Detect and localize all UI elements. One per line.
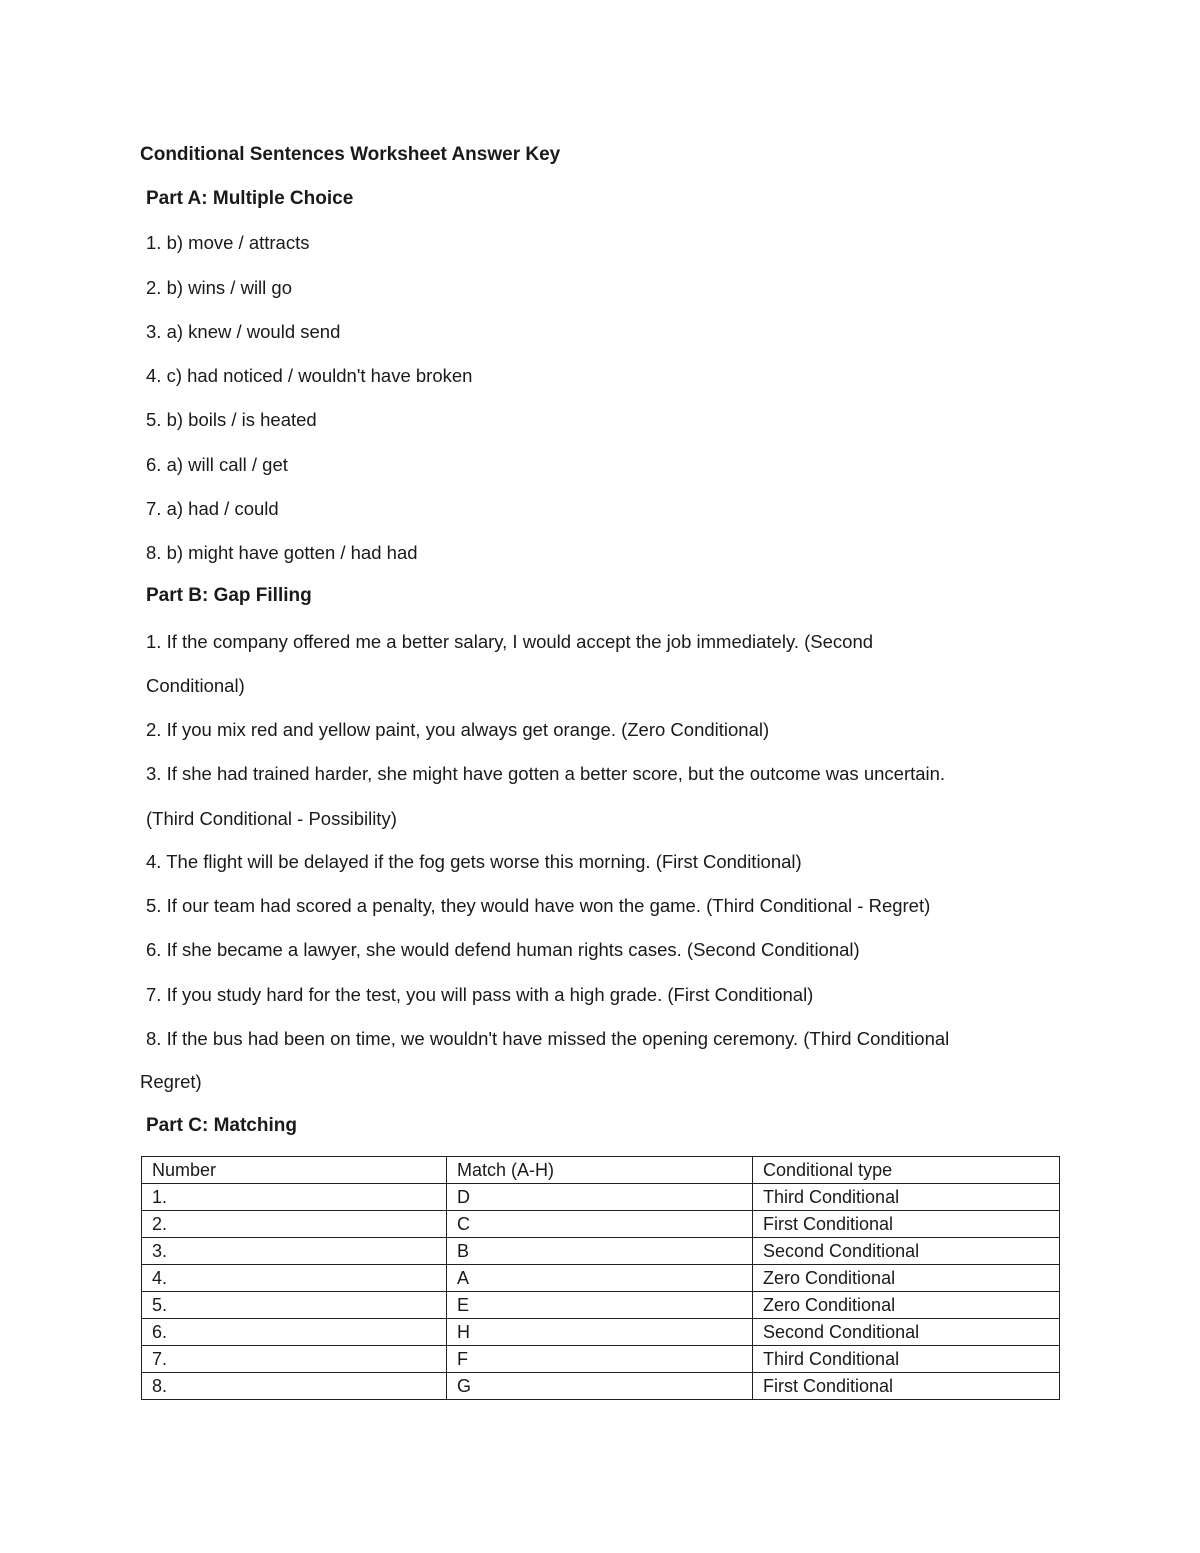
table-cell: 7.	[142, 1346, 447, 1373]
part-b-line: 1. If the company offered me a better salary, I would accept the job immediately. (Second	[146, 631, 874, 652]
table-cell: D	[447, 1184, 753, 1211]
table-cell: C	[447, 1211, 753, 1238]
column-header: Match (A-H)	[447, 1157, 753, 1184]
table-cell: 3.	[142, 1238, 447, 1265]
part-a-answer: 3. a) knew / would send	[146, 321, 341, 342]
table-row	[142, 1184, 1060, 1211]
part-b-line: 7. If you study hard for the test, you will pass with a high grade. (First Conditional)	[146, 984, 814, 1005]
table-cell: Third Conditional	[753, 1184, 1060, 1211]
table-cell: Third Conditional	[753, 1346, 1060, 1373]
table-row	[142, 1292, 1060, 1319]
table-row	[142, 1265, 1060, 1292]
part-b-line: 6. If she became a lawyer, she would defend human rights cases. (Second Conditional)	[146, 939, 860, 960]
table-cell: A	[447, 1265, 753, 1292]
part-a-answer: 6. a) will call / get	[146, 454, 288, 475]
column-header: Conditional type	[753, 1157, 1060, 1184]
table-row	[142, 1211, 1060, 1238]
table-cell: 6.	[142, 1319, 447, 1346]
table-cell: Second Conditional	[753, 1319, 1060, 1346]
table-cell: First Conditional	[753, 1211, 1060, 1238]
part-b-line: 4. The flight will be delayed if the fog gets worse this morning. (First Conditional)	[146, 851, 802, 872]
table-cell: 5.	[142, 1292, 447, 1319]
table-row	[142, 1346, 1060, 1373]
part-b-heading: Part B: Gap Filling	[146, 585, 312, 606]
table-cell: E	[447, 1292, 753, 1319]
part-b-line: 5. If our team had scored a penalty, they would have won the game. (Third Conditional - Regret)	[146, 895, 931, 916]
part-b-line: (Third Conditional - Possibility)	[146, 808, 397, 829]
table-cell: 4.	[142, 1265, 447, 1292]
table-row	[142, 1373, 1060, 1400]
part-c-heading: Part C: Matching	[146, 1115, 297, 1136]
table-cell: F	[447, 1346, 753, 1373]
column-header: Number	[142, 1157, 447, 1184]
part-b-line: 8. If the bus had been on time, we wouldn't have missed the opening ceremony. (Third Conditional	[146, 1028, 950, 1049]
document-title: Conditional Sentences Worksheet Answer Key	[140, 144, 561, 165]
table-cell: First Conditional	[753, 1373, 1060, 1400]
part-a-answer: 4. c) had noticed / wouldn't have broken	[146, 365, 473, 386]
part-b-line: 2. If you mix red and yellow paint, you always get orange. (Zero Conditional)	[146, 719, 770, 740]
table-cell: Zero Conditional	[753, 1265, 1060, 1292]
table-header-row	[142, 1157, 1060, 1184]
table-row	[142, 1238, 1060, 1265]
part-a-answer: 7. a) had / could	[146, 498, 279, 519]
part-b-line: 3. If she had trained harder, she might have gotten a better score, but the outcome was uncertain.	[146, 763, 946, 784]
part-a-answer: 1. b) move / attracts	[146, 232, 310, 253]
table-cell: Zero Conditional	[753, 1292, 1060, 1319]
table-cell: B	[447, 1238, 753, 1265]
table-row	[142, 1319, 1060, 1346]
part-a-answer: 8. b) might have gotten / had had	[146, 542, 418, 563]
part-a-heading: Part A: Multiple Choice	[146, 188, 354, 209]
part-b-line: Conditional)	[146, 675, 245, 696]
part-b-line: Regret)	[140, 1071, 202, 1092]
part-a-answer: 2. b) wins / will go	[146, 277, 292, 298]
table-cell: 8.	[142, 1373, 447, 1400]
table-cell: 1.	[142, 1184, 447, 1211]
table-cell: Second Conditional	[753, 1238, 1060, 1265]
table-cell: 2.	[142, 1211, 447, 1238]
matching-table	[141, 1156, 1060, 1400]
part-a-answer: 5. b) boils / is heated	[146, 409, 317, 430]
table-cell: H	[447, 1319, 753, 1346]
table-cell: G	[447, 1373, 753, 1400]
